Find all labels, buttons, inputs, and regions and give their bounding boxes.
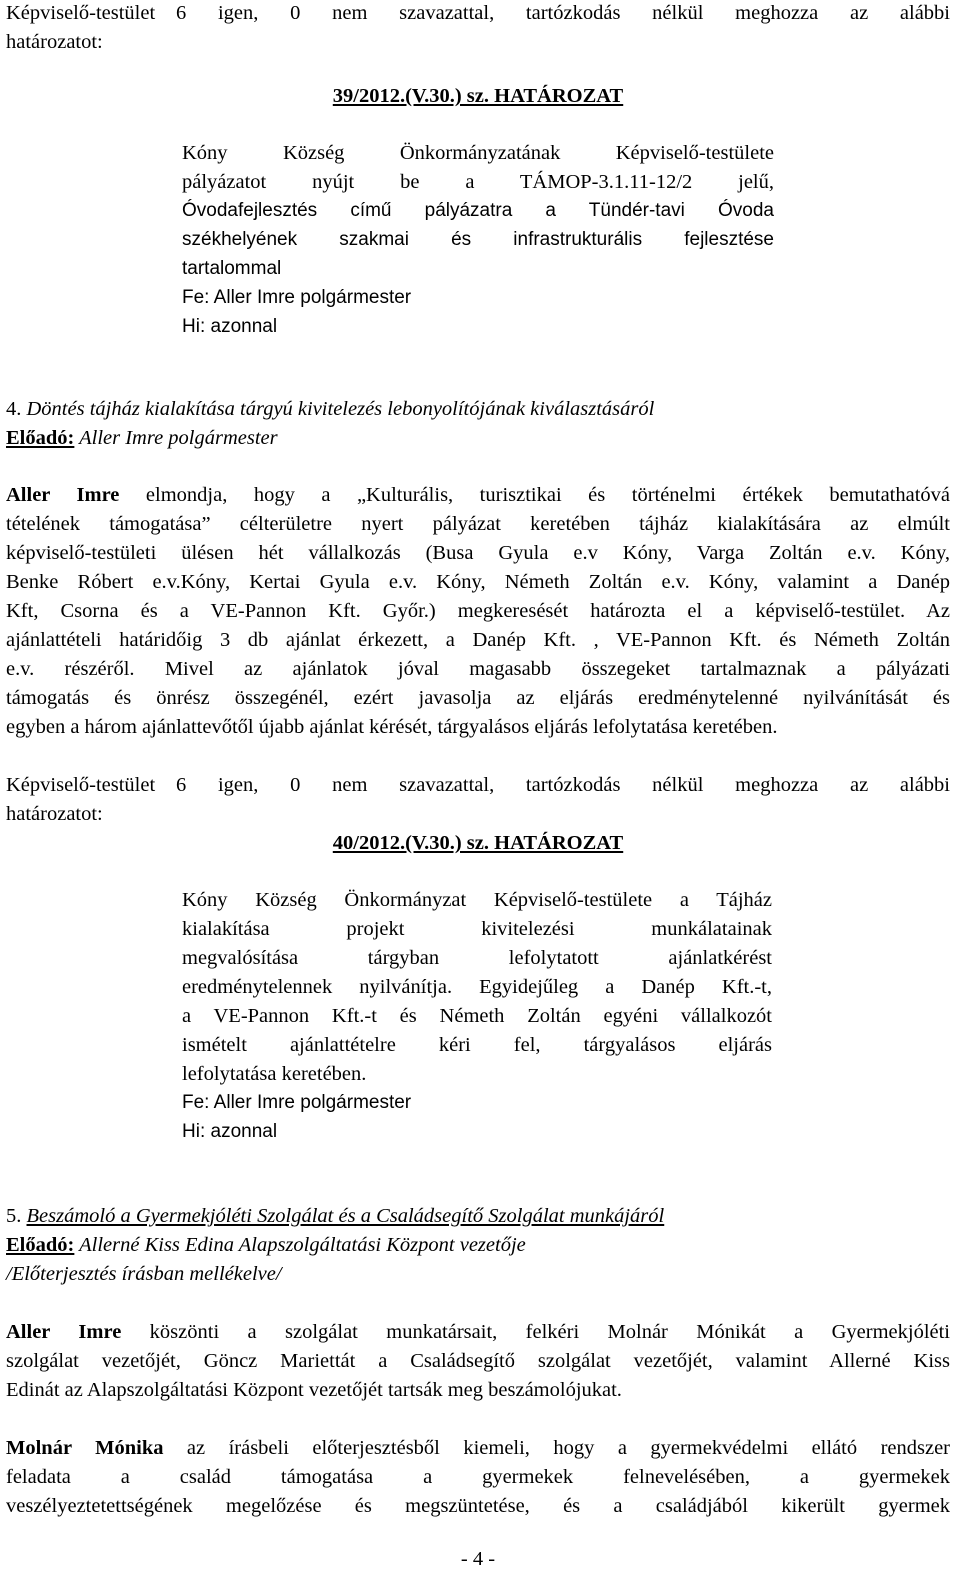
- resolution2-intro-cont: határozatot:: [6, 803, 103, 825]
- resolution2-body-line: a VE-Pannon Kft.-t és Németh Zoltán egyéni vállalkozót: [182, 1005, 772, 1027]
- item4-speaker-label: Előadó:: [6, 427, 75, 449]
- item5-para1-name: Aller Imre: [6, 1321, 122, 1343]
- item4-para-text: elmondja, hogy a „Kulturális, turisztikai és történelmi értékek bemutathatóvá: [119, 484, 951, 506]
- item5-para2-line: veszélyeztetettségének megelőzése és megszüntetése, és a családjából kikerült gyermek: [6, 1495, 950, 1517]
- resolution1-deadline: Hi: azonnal: [182, 316, 278, 337]
- item5-para1-line: Edinát az Alapszolgáltatási Központ vezetőjét tartsák meg beszámolójukat.: [6, 1379, 622, 1401]
- resolution1-responsible: Fe: Aller Imre polgármester: [182, 287, 412, 308]
- item5-speaker: [6, 1231, 526, 1259]
- resolution1-intro-cont: határozatot:: [6, 31, 103, 53]
- item4-speaker: [6, 424, 278, 452]
- resolution1-intro-label: Képviselő-testület: [6, 2, 156, 24]
- resolution2-intro: [6, 771, 950, 799]
- item5-para2-line: feladata a család támogatása a gyermekek felnevelésében, a gyermekek: [6, 1466, 950, 1488]
- resolution1-title-text: 39/2012.(V.30.) sz. HATÁROZAT: [332, 85, 624, 107]
- item4-para-line: egyben a három ajánlattevőtől újabb ajánlat kérését, tárgyalásos eljárás lefolytatása keretében.: [6, 716, 778, 738]
- resolution2-body-line: eredménytelennek nyilvánítja. Egyidejűleg a Danép Kft.-t,: [182, 976, 772, 998]
- item5-para2-name: Molnár Mónika: [6, 1437, 164, 1459]
- item4-para-line: Kft, Csorna és a VE-Pannon Kft. Győr.) megkeresését határozta el a képviselő-testület. Az: [6, 600, 950, 622]
- resolution2-body-line: lefolytatása keretében.: [182, 1063, 367, 1085]
- resolution2-intro-text: 6 igen, 0 nem szavazattal, tartózkodás nélkül meghozza az alábbi: [176, 774, 950, 796]
- resolution2-body-line: Kóny Község Önkormányzat Képviselő-testülete a Tájház: [182, 889, 772, 911]
- item4-para-line: képviselő-testületi ülésen hét vállalkozás (Busa Gyula e.v Kóny, Varga Zoltán e.v. Kóny,: [6, 542, 950, 564]
- page-number: - 4 -: [460, 1548, 496, 1570]
- resolution1-title: [6, 82, 950, 110]
- item5-number: 5.: [6, 1205, 22, 1227]
- item5-para2-text: az írásbeli előterjesztésből kiemeli, hogy a gyermekvédelmi ellátó rendszer: [163, 1437, 950, 1459]
- resolution1-body-line: Kóny Község Önkormányzatának Képviselő-testülete: [182, 142, 774, 164]
- item4-para-line: Benke Róbert e.v.Kóny, Kertai Gyula e.v. Kóny, Németh Zoltán e.v. Kóny, valamint a Danép: [6, 571, 950, 593]
- item4-para-line: tételének támogatása” célterületre nyert pályázat keretében tájház kialakítására az elmúlt: [6, 513, 950, 535]
- resolution1-body-line: Óvodafejlesztés című pályázatra a Tündér-tavi Óvoda: [182, 200, 774, 221]
- resolution2-body-line: megvalósítása tárgyban lefolytatott ajánlatkérést: [182, 947, 772, 969]
- resolution2-body-line: kialakítása projekt kivitelezési munkálatainak: [182, 918, 772, 940]
- resolution2-deadline: Hi: azonnal: [182, 1121, 278, 1142]
- item5-para1-line: szolgálat vezetőjét, Göncz Mariettát a Családsegítő szolgálat vezetőjét, valamint Allerné Kiss: [6, 1350, 950, 1372]
- item4-heading: [6, 395, 654, 423]
- item4-para-line: támogatás és önrész összegénél, ezért javasolja az eljárás eredménytelenné nyilvánítását és: [6, 687, 950, 709]
- item5-para1-text: köszönti a szolgálat munkatársait, felkéri Molnár Mónikát a Gyermekjóléti: [121, 1321, 951, 1343]
- item5-para2-line: [6, 1434, 950, 1462]
- resolution1-body-line: pályázatot nyújt be a TÁMOP-3.1.11-12/2 jelű,: [182, 171, 774, 193]
- resolution2-body-line: ismételt ajánlattételre kéri fel, tárgyalásos eljárás: [182, 1034, 772, 1056]
- item4-para-name: Aller Imre: [6, 484, 120, 506]
- item5-speaker-label: Előadó:: [6, 1234, 75, 1256]
- item5-title: Beszámoló a Gyermekjóléti Szolgálat és a Családsegítő Szolgálat munkájáról: [26, 1205, 665, 1227]
- item4-number: 4.: [6, 398, 22, 420]
- item5-attachment-note: /Előterjesztés írásban mellékelve/: [6, 1263, 282, 1285]
- item5-heading: [6, 1202, 664, 1230]
- item5-speaker-name: Allerné Kiss Edina Alapszolgáltatási Központ vezetője: [74, 1234, 526, 1256]
- resolution1-intro-text: 6 igen, 0 nem szavazattal, tartózkodás nélkül meghozza az alábbi: [176, 2, 950, 24]
- item5-para1-line: [6, 1318, 950, 1346]
- resolution2-title-text: 40/2012.(V.30.) sz. HATÁROZAT: [332, 832, 624, 854]
- item4-para-line: e.v. részéről. Mivel az ajánlatok jóval magasabb összegeket tartalmaznak a pályázati: [6, 658, 950, 680]
- resolution1-body-line: tartalommal: [182, 258, 282, 279]
- item4-speaker-name: Aller Imre polgármester: [74, 427, 278, 449]
- resolution1-body-line: székhelyének szakmai és infrastrukturális fejlesztése: [182, 229, 774, 250]
- resolution2-intro-label: Képviselő-testület: [6, 774, 156, 796]
- item4-title: Döntés tájház kialakítása tárgyú kivitelezés lebonyolítójának kiválasztásáról: [26, 398, 655, 420]
- resolution1-intro: [6, 0, 950, 27]
- item4-para-line: [6, 481, 950, 509]
- item4-para-line: ajánlattételi határidőig 3 db ajánlat érkezett, a Danép Kft. , VE-Pannon Kft. és Németh Zoltán: [6, 629, 950, 651]
- resolution2-title: [6, 829, 950, 857]
- resolution2-responsible: Fe: Aller Imre polgármester: [182, 1092, 412, 1113]
